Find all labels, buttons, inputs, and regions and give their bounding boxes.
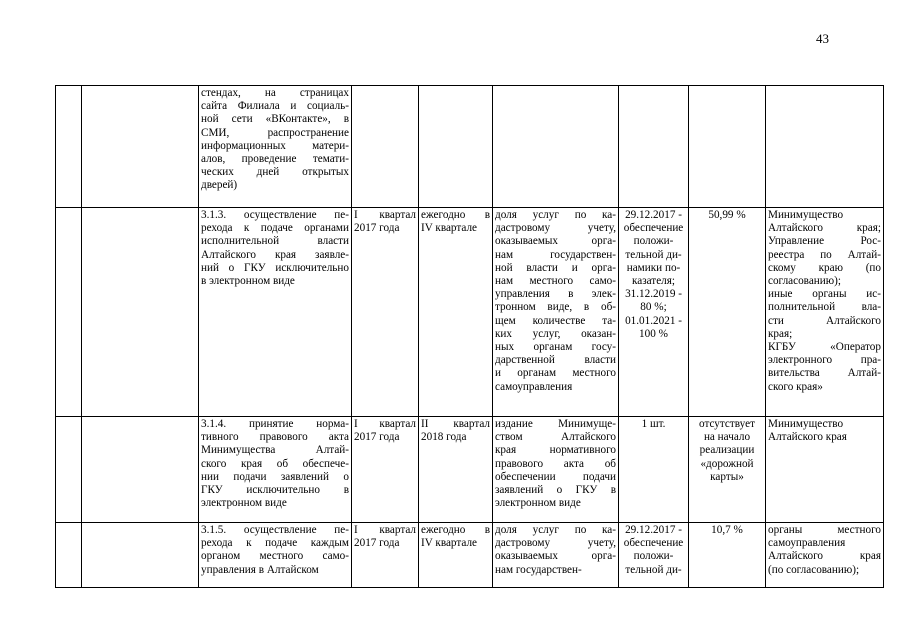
cell-line: Управление Рос- [768,235,881,248]
cell-line: 29.12.2017 - [625,524,682,536]
base-value-cell [689,417,766,523]
cell-line: стендах, на страницах [201,87,349,99]
cell-line: отсутствует [699,418,755,430]
executor-cell [766,523,884,588]
cell-line: I квартал [354,524,416,536]
number-cell [56,523,82,588]
page-number: 43 [816,31,829,46]
base-value-cell [689,86,766,208]
cell-line: доля услуг по ка- [495,209,616,221]
indicator-cell [493,208,619,417]
cell-line: скому краю (по [768,261,881,274]
cell-line: «дорожной [700,457,754,470]
cell-line: оказываемых орга- [495,550,616,563]
executor-cell [766,417,884,523]
cell-line: ных органам госу- [495,341,616,354]
cell-line: I квартал [354,209,416,221]
cell-line: ством Алтайского [495,431,616,444]
cell-line: 10,7 % [711,524,743,536]
cell-line: 2017 года [354,431,400,444]
cell-line: СМИ, распространение [201,126,349,139]
cell-line: ежегодно в [421,524,490,536]
cell-line: Минимущество [768,209,844,221]
cell-line: дастровому учету, [495,222,616,235]
indicator-cell [493,417,619,523]
cell-line: тронном виде, в об- [495,301,616,314]
cell-line: ческих дней открытых [201,166,349,179]
measure-cell [199,86,352,208]
cell-line: издание Минимуще- [495,418,616,430]
cell-line: края; [768,327,793,340]
cell-line: и органам местного [495,367,616,380]
measure-cell [199,523,352,588]
cell-line: управления в элек- [495,288,616,301]
target-value-cell [619,86,689,208]
cell-line: КГБУ «Оператор [768,341,881,354]
roadmap-table [55,85,884,588]
cell-line: самоуправления [768,537,846,550]
cell-line: 3.1.3. осуществление пе- [201,209,349,221]
cell-line: самоуправления [495,380,573,393]
cell-line: 29.12.2017 - [625,209,682,221]
cell-line: 50,99 % [708,209,746,221]
start-date-cell [352,417,419,523]
cell-line: 2018 года [421,431,467,444]
cell-line: IV квартале [421,222,478,235]
cell-line: II квартал [421,418,490,430]
end-date-cell [419,417,493,523]
cell-line: дастровому учету, [495,537,616,550]
target-value-cell [619,208,689,417]
cell-line: ежегодно в [421,209,490,221]
cell-line: органы местного [768,524,881,536]
end-date-cell [419,86,493,208]
cell-line: ГКУ исключительно в [201,484,349,497]
cell-line: ной власти и орга- [495,261,616,274]
end-date-cell [419,208,493,417]
cell-line: Минимущество [768,418,844,430]
cell-line: щем количестве та- [495,314,616,327]
cell-line: управления в Алтайском [201,563,319,576]
cell-line: казателя; [631,275,676,288]
cell-line: нам государствен- [495,248,616,261]
section-cell [82,208,199,417]
number-cell [56,86,82,208]
cell-line: Алтайского края [768,431,847,444]
table-row [56,208,884,417]
cell-line: электронном виде [201,497,287,510]
section-cell [82,86,199,208]
cell-line: нам местного само- [495,275,616,288]
cell-line: ского края» [768,380,823,393]
cell-line: 1 шт. [641,418,666,430]
number-cell [56,208,82,417]
cell-line: тельной ди- [625,248,682,261]
base-value-cell [689,523,766,588]
cell-line: полнительной вла- [768,301,881,314]
cell-line: (по согласованию); [768,563,860,576]
cell-line: согласованию); [768,275,841,288]
cell-line: дарственной власти [495,354,616,367]
cell-line: сайта Филиала и социаль- [201,100,349,113]
cell-line: реестра по Алтай- [768,248,881,261]
cell-line: обеспечение [623,222,684,235]
cell-line: намики по- [626,261,681,274]
cell-line: Алтайского края; [768,222,881,235]
cell-line: положи- [633,550,674,563]
cell-line: ского края об обеспече- [201,457,349,470]
cell-line: реализации [699,444,755,457]
cell-line: 2017 года [354,222,400,235]
target-value-cell [619,417,689,523]
table-row [56,417,884,523]
cell-line: иные органы ис- [768,288,881,301]
cell-line: IV квартале [421,537,478,550]
cell-line: 31.12.2019 - [625,288,682,301]
cell-line: нам государствен- [495,563,582,576]
cell-line: 3.1.5. осуществление пе- [201,524,349,536]
cell-line: рехода к подаче органами [201,222,349,235]
indicator-cell [493,523,619,588]
cell-line: Алтайского края заявле- [201,248,349,261]
cell-line: исполнительной власти [201,235,349,248]
section-cell [82,523,199,588]
cell-line: заявлений о ГКУ в [495,484,616,497]
cell-line: дверей) [201,179,238,192]
measure-cell [199,417,352,523]
start-date-cell [352,523,419,588]
cell-line: доля услуг по ка- [495,524,616,536]
cell-line: на начало [703,431,751,444]
cell-line: обеспечении подачи [495,470,616,483]
start-date-cell [352,86,419,208]
cell-line: ной сети «ВКонтакте», в [201,113,349,126]
target-value-cell [619,523,689,588]
cell-line: оказываемых орга- [495,235,616,248]
cell-line: нии подачи заявлений о [201,470,349,483]
table-row [56,523,884,588]
measure-cell [199,208,352,417]
cell-line: 80 %; [640,301,667,314]
start-date-cell [352,208,419,417]
cell-line: 3.1.4. принятие норма- [201,418,349,430]
end-date-cell [419,523,493,588]
cell-line: Алтайского края [768,550,881,563]
table-row [56,86,884,208]
cell-line: правового акта об [495,457,616,470]
executor-cell [766,208,884,417]
cell-line: электронном виде [495,497,581,510]
cell-line: 01.01.2021 - [625,314,682,327]
cell-line: карты» [710,470,744,483]
base-value-cell [689,208,766,417]
cell-line: ких услуг, оказан- [495,327,616,340]
cell-line: информационных матери- [201,139,349,152]
cell-line: обеспечение [623,537,684,550]
cell-line: положи- [633,235,674,248]
executor-cell [766,86,884,208]
cell-line: в электронном виде [201,275,295,288]
cell-line: ний о ГКУ исключительно [201,261,349,274]
number-cell [56,417,82,523]
cell-line: сти Алтайского [768,314,881,327]
cell-line: электронного пра- [768,354,881,367]
cell-line: рехода к подаче каждым [201,537,349,550]
cell-line: 100 % [639,327,668,340]
cell-line: алов, проведение темати- [201,153,349,166]
cell-line: органом местного само- [201,550,349,563]
cell-line: Минимущества Алтай- [201,444,349,457]
indicator-cell [493,86,619,208]
cell-line: края нормативного [495,444,616,457]
cell-line: 2017 года [354,537,400,550]
cell-line: тивного правового акта [201,431,349,444]
cell-line: тельной ди- [625,563,682,576]
section-cell [82,417,199,523]
cell-line: I квартал [354,418,416,430]
cell-line: вительства Алтай- [768,367,881,380]
